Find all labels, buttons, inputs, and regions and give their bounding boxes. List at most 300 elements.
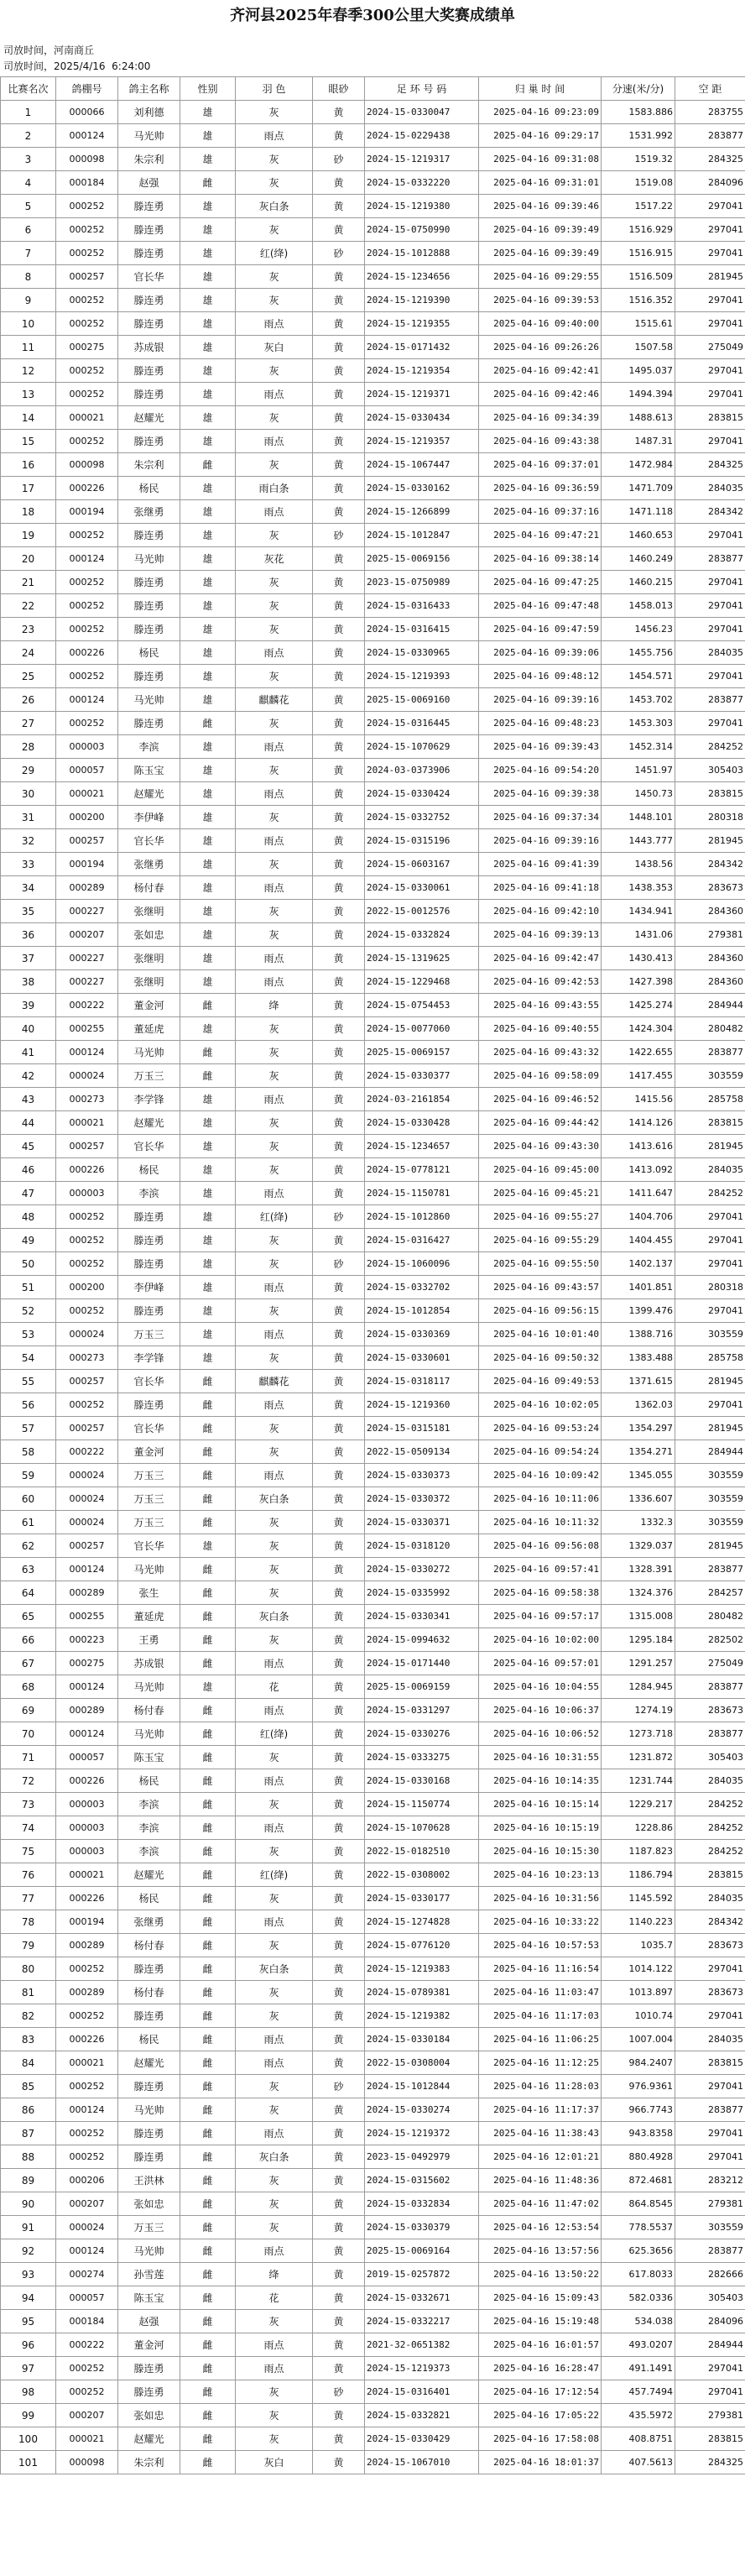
- sex-cell: 雄: [180, 900, 236, 923]
- arrival-time-cell: 2025-04-16 09:38:14: [479, 547, 602, 571]
- table-row: [1, 1205, 745, 1229]
- color-cell: 雨点: [236, 1816, 313, 1840]
- color-cell: 灰: [236, 1840, 313, 1863]
- sex-cell: 雌: [180, 2051, 236, 2075]
- rank-cell: 51: [1, 1276, 56, 1299]
- release-location: 司放时间，河南商丘: [3, 44, 95, 56]
- speed-cell: 1231.872: [602, 1746, 675, 1769]
- speed-cell: 872.4681: [602, 2169, 675, 2192]
- arrival-time-cell: 2025-04-16 11:28:03: [479, 2075, 602, 2098]
- color-cell: 灰白条: [236, 1487, 313, 1511]
- color-cell: 雨点: [236, 124, 313, 148]
- table-row: [1, 1816, 745, 1840]
- ring-cell: 2024-15-0330341: [365, 1605, 479, 1628]
- color-cell: 灰: [236, 524, 313, 547]
- arrival-time-cell: 2025-04-16 12:01:21: [479, 2145, 602, 2169]
- speed-cell: 1453.702: [602, 688, 675, 712]
- arrival-time-cell: 2025-04-16 09:39:43: [479, 735, 602, 759]
- arrival-time-cell: 2025-04-16 09:23:09: [479, 101, 602, 124]
- distance-cell: 283877: [675, 1722, 745, 1746]
- eye-cell: 黄: [313, 1981, 365, 2004]
- speed-cell: 1487.31: [602, 430, 675, 453]
- eye-cell: 黄: [313, 782, 365, 806]
- owner-cell: 杨民: [118, 1887, 180, 1910]
- distance-cell: 297041: [675, 1252, 745, 1276]
- distance-cell: 275049: [675, 336, 745, 359]
- eye-cell: 黄: [313, 1158, 365, 1182]
- owner-cell: 滕连勇: [118, 2357, 180, 2380]
- arrival-time-cell: 2025-04-16 18:01:37: [479, 2451, 602, 2474]
- arrival-time-cell: 2025-04-16 09:49:53: [479, 1370, 602, 1393]
- ring-cell: 2019-15-0257872: [365, 2263, 479, 2286]
- sex-cell: 雌: [180, 1652, 236, 1675]
- color-cell: 灰: [236, 2427, 313, 2451]
- sex-cell: 雌: [180, 2169, 236, 2192]
- table-row: [1, 1699, 745, 1722]
- loft-id-cell: 000252: [56, 1252, 118, 1276]
- ring-cell: 2024-15-0330372: [365, 1487, 479, 1511]
- speed-cell: 1354.271: [602, 1440, 675, 1464]
- loft-id-cell: 000124: [56, 124, 118, 148]
- distance-cell: 284252: [675, 1182, 745, 1205]
- distance-cell: 284944: [675, 994, 745, 1017]
- ring-cell: 2022-15-0012576: [365, 900, 479, 923]
- eye-cell: 黄: [313, 2028, 365, 2051]
- speed-cell: 1229.217: [602, 1793, 675, 1816]
- sex-cell: 雌: [180, 171, 236, 195]
- sex-cell: 雌: [180, 1769, 236, 1793]
- page-title: 齐河县2025年春季300公里大奖赛成绩单: [230, 7, 515, 24]
- distance-cell: 297041: [675, 312, 745, 336]
- sex-cell: 雄: [180, 406, 236, 430]
- speed-cell: 1362.03: [602, 1393, 675, 1417]
- eye-cell: 黄: [313, 1675, 365, 1699]
- rank-cell: 21: [1, 571, 56, 594]
- distance-cell: 284342: [675, 1910, 745, 1934]
- speed-cell: 407.5613: [602, 2451, 675, 2474]
- sex-cell: 雄: [180, 336, 236, 359]
- color-cell: 灰: [236, 900, 313, 923]
- speed-cell: 880.4928: [602, 2145, 675, 2169]
- eye-cell: 黄: [313, 1299, 365, 1323]
- rank-cell: 6: [1, 218, 56, 242]
- rank-cell: 89: [1, 2169, 56, 2192]
- loft-id-cell: 000252: [56, 289, 118, 312]
- table-row: [1, 383, 745, 406]
- speed-cell: 1328.391: [602, 1558, 675, 1581]
- speed-cell: 778.5537: [602, 2216, 675, 2239]
- ring-cell: 2024-15-0778121: [365, 1158, 479, 1182]
- eye-cell: 黄: [313, 2239, 365, 2263]
- speed-cell: 1228.86: [602, 1816, 675, 1840]
- owner-cell: 杨民: [118, 477, 180, 500]
- table-row: [1, 312, 745, 336]
- arrival-time-cell: 2025-04-16 09:42:41: [479, 359, 602, 383]
- sex-cell: 雌: [180, 2004, 236, 2028]
- rank-cell: 84: [1, 2051, 56, 2075]
- owner-cell: 滕连勇: [118, 2122, 180, 2145]
- distance-cell: 285758: [675, 1088, 745, 1111]
- distance-cell: 297041: [675, 2122, 745, 2145]
- color-cell: 灰: [236, 618, 313, 641]
- rank-cell: 15: [1, 430, 56, 453]
- ring-cell: 2024-15-1219354: [365, 359, 479, 383]
- distance-cell: 297041: [675, 195, 745, 218]
- table-row: [1, 1017, 745, 1041]
- eye-cell: 黄: [313, 2098, 365, 2122]
- table-row: [1, 1675, 745, 1699]
- sex-cell: 雄: [180, 1346, 236, 1370]
- arrival-time-cell: 2025-04-16 09:36:59: [479, 477, 602, 500]
- speed-cell: 1145.592: [602, 1887, 675, 1910]
- table-row: [1, 735, 745, 759]
- color-cell: 灰白条: [236, 195, 313, 218]
- eye-cell: 黄: [313, 1840, 365, 1863]
- speed-cell: 1516.509: [602, 265, 675, 289]
- eye-cell: 黄: [313, 2216, 365, 2239]
- loft-id-cell: 000275: [56, 1652, 118, 1675]
- color-cell: 灰: [236, 406, 313, 430]
- owner-cell: 苏成银: [118, 336, 180, 359]
- header-rank: 比赛名次: [1, 77, 56, 101]
- ring-cell: 2024-15-1219372: [365, 2122, 479, 2145]
- owner-cell: 赵耀光: [118, 406, 180, 430]
- ring-cell: 2024-15-1234657: [365, 1135, 479, 1158]
- arrival-time-cell: 2025-04-16 09:50:32: [479, 1346, 602, 1370]
- sex-cell: 雄: [180, 1158, 236, 1182]
- table-row: [1, 970, 745, 994]
- color-cell: 雨点: [236, 383, 313, 406]
- loft-id-cell: 000289: [56, 1581, 118, 1605]
- speed-cell: 1354.297: [602, 1417, 675, 1440]
- color-cell: 灰: [236, 1746, 313, 1769]
- rank-cell: 72: [1, 1769, 56, 1793]
- ring-cell: 2024-15-0332671: [365, 2286, 479, 2310]
- sex-cell: 雄: [180, 547, 236, 571]
- eye-cell: 黄: [313, 923, 365, 947]
- rank-cell: 37: [1, 947, 56, 970]
- owner-cell: 董金河: [118, 2333, 180, 2357]
- owner-cell: 滕连勇: [118, 383, 180, 406]
- ring-cell: 2024-15-1012847: [365, 524, 479, 547]
- loft-id-cell: 000252: [56, 218, 118, 242]
- table-row: [1, 923, 745, 947]
- rank-cell: 18: [1, 500, 56, 524]
- color-cell: 雨点: [236, 1276, 313, 1299]
- eye-cell: 砂: [313, 1205, 365, 1229]
- table-row: [1, 2051, 745, 2075]
- table-row: [1, 1323, 745, 1346]
- ring-cell: 2025-15-0069160: [365, 688, 479, 712]
- owner-cell: 滕连勇: [118, 218, 180, 242]
- sex-cell: 雄: [180, 101, 236, 124]
- sex-cell: 雌: [180, 2192, 236, 2216]
- distance-cell: 297041: [675, 242, 745, 265]
- eye-cell: 黄: [313, 571, 365, 594]
- owner-cell: 马光帅: [118, 547, 180, 571]
- owner-cell: 杨民: [118, 1158, 180, 1182]
- color-cell: 灰: [236, 2310, 313, 2333]
- sex-cell: 雌: [180, 2357, 236, 2380]
- sex-cell: 雌: [180, 1910, 236, 1934]
- sex-cell: 雄: [180, 500, 236, 524]
- loft-id-cell: 000257: [56, 1534, 118, 1558]
- color-cell: 雨点: [236, 782, 313, 806]
- owner-cell: 杨付春: [118, 1699, 180, 1722]
- sex-cell: 雌: [180, 2380, 236, 2404]
- rank-cell: 41: [1, 1041, 56, 1064]
- rank-cell: 50: [1, 1252, 56, 1276]
- speed-cell: 1010.74: [602, 2004, 675, 2028]
- ring-cell: 2024-15-1150774: [365, 1793, 479, 1816]
- table-row: [1, 1511, 745, 1534]
- sex-cell: 雌: [180, 1581, 236, 1605]
- sex-cell: 雌: [180, 2263, 236, 2286]
- header-color: 羽 色: [236, 77, 313, 101]
- owner-cell: 赵强: [118, 2310, 180, 2333]
- loft-id-cell: 000003: [56, 1840, 118, 1863]
- owner-cell: 李滨: [118, 735, 180, 759]
- color-cell: 麒麟花: [236, 688, 313, 712]
- arrival-time-cell: 2025-04-16 09:56:15: [479, 1299, 602, 1323]
- eye-cell: 黄: [313, 1393, 365, 1417]
- table-row: [1, 2263, 745, 2286]
- owner-cell: 马光帅: [118, 1675, 180, 1699]
- owner-cell: 董金河: [118, 994, 180, 1017]
- ring-cell: 2024-15-1060096: [365, 1252, 479, 1276]
- distance-cell: 297041: [675, 2145, 745, 2169]
- rank-cell: 81: [1, 1981, 56, 2004]
- ring-cell: 2024-15-0330373: [365, 1464, 479, 1487]
- arrival-time-cell: 2025-04-16 09:31:01: [479, 171, 602, 195]
- distance-cell: 284944: [675, 1440, 745, 1464]
- distance-cell: 284252: [675, 1793, 745, 1816]
- arrival-time-cell: 2025-04-16 09:44:42: [479, 1111, 602, 1135]
- rank-cell: 7: [1, 242, 56, 265]
- arrival-time-cell: 2025-04-16 09:26:26: [479, 336, 602, 359]
- table-row: [1, 218, 745, 242]
- color-cell: 绛: [236, 2263, 313, 2286]
- speed-cell: 1284.945: [602, 1675, 675, 1699]
- table-row: [1, 1722, 745, 1746]
- owner-cell: 万玉三: [118, 1064, 180, 1088]
- rank-cell: 87: [1, 2122, 56, 2145]
- eye-cell: 砂: [313, 148, 365, 171]
- eye-cell: 黄: [313, 477, 365, 500]
- arrival-time-cell: 2025-04-16 09:39:49: [479, 242, 602, 265]
- loft-id-cell: 000252: [56, 712, 118, 735]
- distance-cell: 283815: [675, 406, 745, 430]
- speed-cell: 617.8033: [602, 2263, 675, 2286]
- eye-cell: 黄: [313, 759, 365, 782]
- color-cell: 雨点: [236, 500, 313, 524]
- ring-cell: 2024-15-0330424: [365, 782, 479, 806]
- table-row: [1, 547, 745, 571]
- sex-cell: 雄: [180, 124, 236, 148]
- color-cell: 雨点: [236, 2028, 313, 2051]
- table-row: [1, 1111, 745, 1135]
- rank-cell: 20: [1, 547, 56, 571]
- table-row: [1, 665, 745, 688]
- eye-cell: 黄: [313, 453, 365, 477]
- distance-cell: 282502: [675, 1628, 745, 1652]
- loft-id-cell: 000252: [56, 2122, 118, 2145]
- distance-cell: 284035: [675, 1158, 745, 1182]
- release-time: 司放时间，2025/4/16 6:24:00: [3, 60, 151, 72]
- loft-id-cell: 000194: [56, 1910, 118, 1934]
- ring-cell: 2024-15-1219355: [365, 312, 479, 336]
- sex-cell: 雌: [180, 1887, 236, 1910]
- table-row: [1, 876, 745, 900]
- speed-cell: 1422.655: [602, 1041, 675, 1064]
- table-row: [1, 1934, 745, 1957]
- sex-cell: 雄: [180, 1299, 236, 1323]
- arrival-time-cell: 2025-04-16 16:01:57: [479, 2333, 602, 2357]
- loft-id-cell: 000257: [56, 265, 118, 289]
- sex-cell: 雄: [180, 853, 236, 876]
- color-cell: 灰: [236, 1346, 313, 1370]
- owner-cell: 陈玉宝: [118, 759, 180, 782]
- speed-cell: 864.8545: [602, 2192, 675, 2216]
- speed-cell: 1517.22: [602, 195, 675, 218]
- distance-cell: 297041: [675, 1957, 745, 1981]
- color-cell: 灰白: [236, 2451, 313, 2474]
- owner-cell: 张继勇: [118, 500, 180, 524]
- loft-id-cell: 000252: [56, 359, 118, 383]
- owner-cell: 滕连勇: [118, 1957, 180, 1981]
- sex-cell: 雌: [180, 2122, 236, 2145]
- table-row: [1, 1370, 745, 1393]
- table-row: [1, 406, 745, 430]
- loft-id-cell: 000098: [56, 2451, 118, 2474]
- speed-cell: 1383.488: [602, 1346, 675, 1370]
- ring-cell: 2024-15-1266899: [365, 500, 479, 524]
- rank-cell: 9: [1, 289, 56, 312]
- rank-cell: 61: [1, 1511, 56, 1534]
- distance-cell: 284096: [675, 2310, 745, 2333]
- distance-cell: 303559: [675, 1464, 745, 1487]
- rank-cell: 46: [1, 1158, 56, 1182]
- table-row: [1, 1746, 745, 1769]
- owner-cell: 滕连勇: [118, 2145, 180, 2169]
- table-row: [1, 1276, 745, 1299]
- rank-cell: 13: [1, 383, 56, 406]
- eye-cell: 黄: [313, 1581, 365, 1605]
- eye-cell: 黄: [313, 1722, 365, 1746]
- speed-cell: 1291.257: [602, 1652, 675, 1675]
- table-row: [1, 1417, 745, 1440]
- distance-cell: 297041: [675, 712, 745, 735]
- table-row: [1, 2075, 745, 2098]
- table-row: [1, 124, 745, 148]
- ring-cell: 2022-15-0182510: [365, 1840, 479, 1863]
- eye-cell: 黄: [313, 876, 365, 900]
- distance-cell: 279381: [675, 2192, 745, 2216]
- distance-cell: 284325: [675, 148, 745, 171]
- ring-cell: 2024-15-1219317: [365, 148, 479, 171]
- ring-cell: 2024-15-1219382: [365, 2004, 479, 2028]
- ring-cell: 2024-15-0330168: [365, 1769, 479, 1793]
- color-cell: 灰: [236, 1628, 313, 1652]
- color-cell: 灰: [236, 359, 313, 383]
- rank-cell: 8: [1, 265, 56, 289]
- table-row: [1, 1041, 745, 1064]
- table-row: [1, 2333, 745, 2357]
- ring-cell: 2024-15-1070628: [365, 1816, 479, 1840]
- ring-cell: 2024-15-0330274: [365, 2098, 479, 2122]
- distance-cell: 275049: [675, 1652, 745, 1675]
- loft-id-cell: 000252: [56, 1957, 118, 1981]
- arrival-time-cell: 2025-04-16 09:41:39: [479, 853, 602, 876]
- arrival-time-cell: 2025-04-16 10:15:14: [479, 1793, 602, 1816]
- distance-cell: 283877: [675, 688, 745, 712]
- ring-cell: 2024-15-1219383: [365, 1957, 479, 1981]
- loft-id-cell: 000124: [56, 1722, 118, 1746]
- ring-cell: 2024-03-2161854: [365, 1088, 479, 1111]
- table-row: [1, 806, 745, 829]
- color-cell: 花: [236, 1675, 313, 1699]
- owner-cell: 张继明: [118, 970, 180, 994]
- rank-cell: 55: [1, 1370, 56, 1393]
- speed-cell: 1187.823: [602, 1840, 675, 1863]
- sex-cell: 雌: [180, 1840, 236, 1863]
- owner-cell: 张生: [118, 1581, 180, 1605]
- ring-cell: 2025-15-0069159: [365, 1675, 479, 1699]
- ring-cell: 2024-15-0994632: [365, 1628, 479, 1652]
- speed-cell: 1453.303: [602, 712, 675, 735]
- speed-cell: 1516.929: [602, 218, 675, 242]
- sex-cell: 雌: [180, 2286, 236, 2310]
- sex-cell: 雄: [180, 782, 236, 806]
- ring-cell: 2024-15-1219373: [365, 2357, 479, 2380]
- owner-cell: 张如忠: [118, 2192, 180, 2216]
- distance-cell: 282666: [675, 2263, 745, 2286]
- rank-cell: 33: [1, 853, 56, 876]
- rank-cell: 90: [1, 2192, 56, 2216]
- distance-cell: 303559: [675, 1064, 745, 1088]
- distance-cell: 284257: [675, 1581, 745, 1605]
- arrival-time-cell: 2025-04-16 10:09:42: [479, 1464, 602, 1487]
- sex-cell: 雌: [180, 1393, 236, 1417]
- table-row: [1, 1229, 745, 1252]
- speed-cell: 1495.037: [602, 359, 675, 383]
- sex-cell: 雄: [180, 1252, 236, 1276]
- rank-cell: 80: [1, 1957, 56, 1981]
- rank-cell: 58: [1, 1440, 56, 1464]
- loft-id-cell: 000021: [56, 1111, 118, 1135]
- color-cell: 雨点: [236, 1088, 313, 1111]
- rank-cell: 47: [1, 1182, 56, 1205]
- loft-id-cell: 000252: [56, 195, 118, 218]
- speed-cell: 1458.013: [602, 594, 675, 618]
- owner-cell: 滕连勇: [118, 430, 180, 453]
- sex-cell: 雄: [180, 524, 236, 547]
- owner-cell: 滕连勇: [118, 618, 180, 641]
- ring-cell: 2024-15-0789381: [365, 1981, 479, 2004]
- ring-cell: 2025-15-0069157: [365, 1041, 479, 1064]
- owner-cell: 官长华: [118, 1534, 180, 1558]
- owner-cell: 赵耀光: [118, 1111, 180, 1135]
- loft-id-cell: 000252: [56, 1299, 118, 1323]
- distance-cell: 305403: [675, 1746, 745, 1769]
- table-row: [1, 688, 745, 712]
- table-row: [1, 430, 745, 453]
- owner-cell: 杨民: [118, 1769, 180, 1793]
- loft-id-cell: 000124: [56, 1041, 118, 1064]
- ring-cell: 2024-15-0330184: [365, 2028, 479, 2051]
- ring-cell: 2024-15-1012860: [365, 1205, 479, 1229]
- speed-cell: 1415.56: [602, 1088, 675, 1111]
